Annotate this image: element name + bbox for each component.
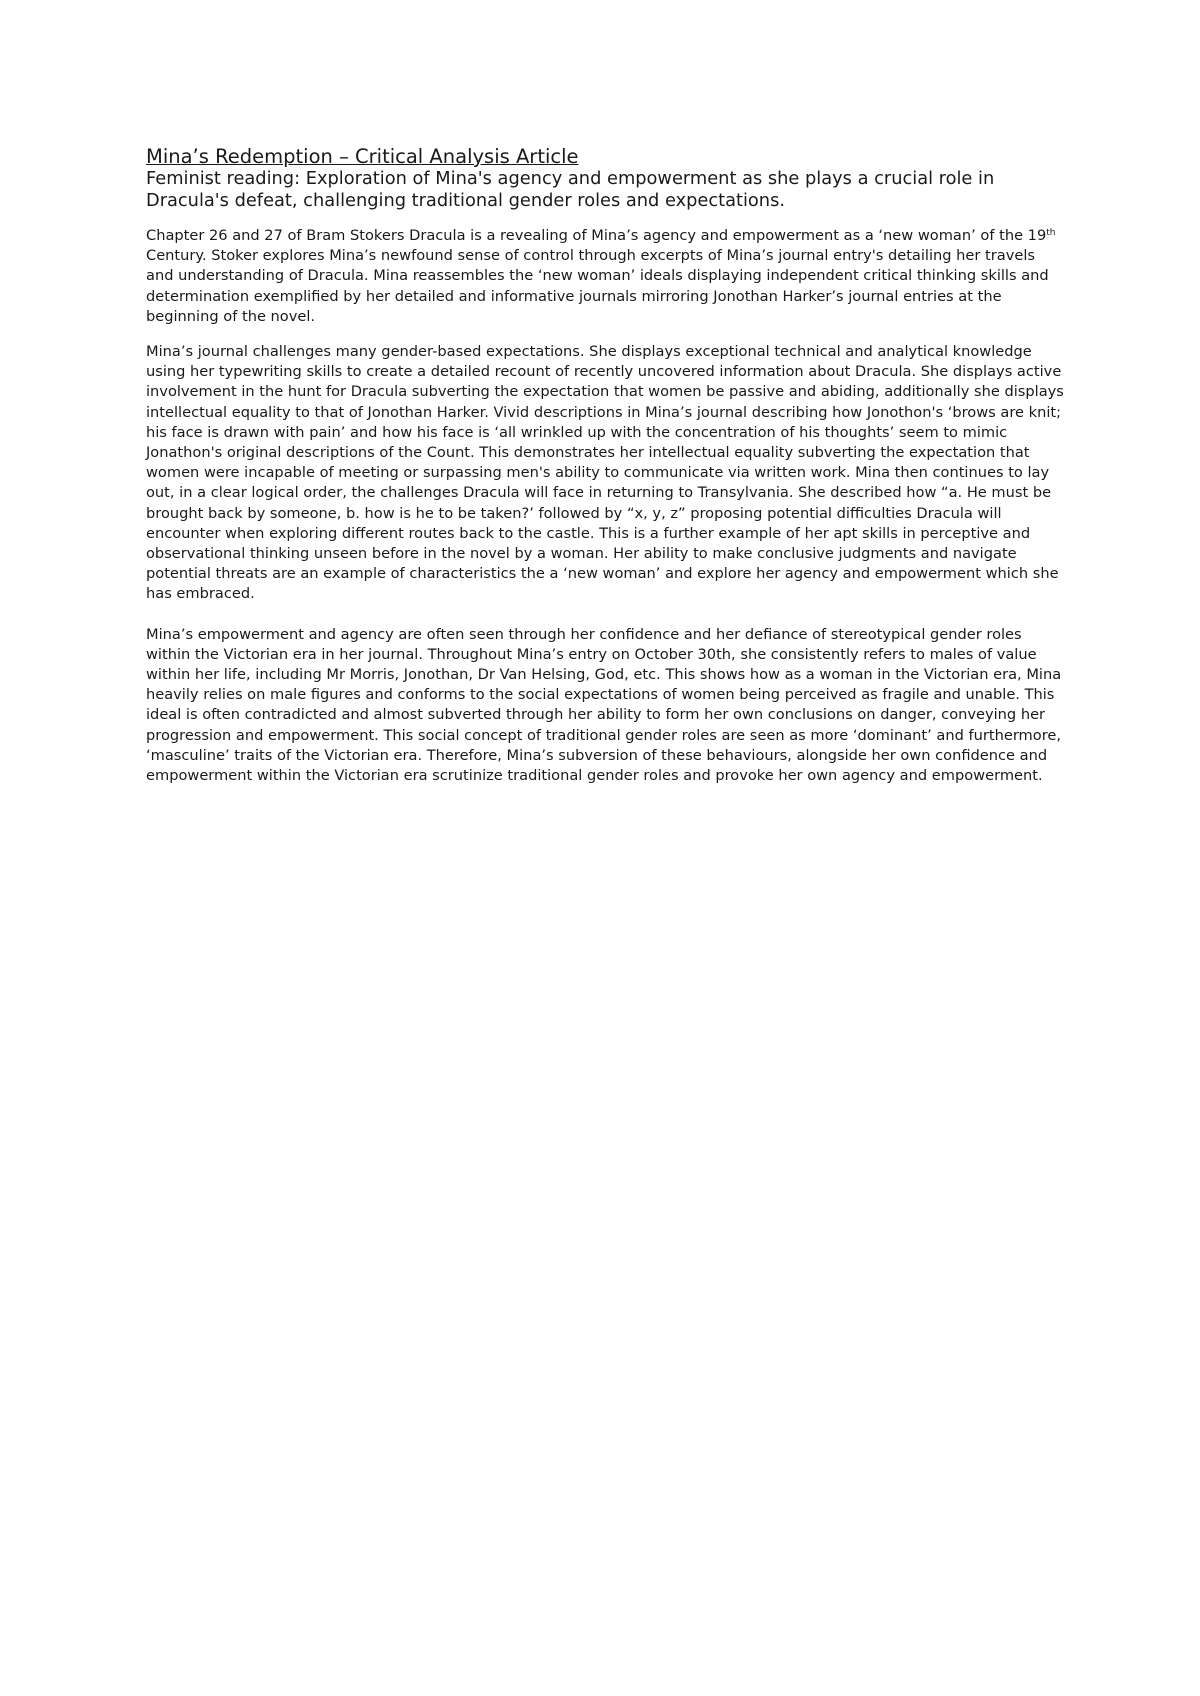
paragraph-1-text-a: Chapter 26 and 27 of Bram Stokers Dracula is a revealing of Mina’s agency and empowerment as a ‘new woman’ of the 19	[146, 227, 1047, 244]
paragraph-1-text-b: Century. Stoker explores Mina’s newfound sense of control through excerpts of Mina’s journal entry's detailing her travels and understanding of Dracula. Mina reassembles the ‘new woman’ ideals displaying independent critical thinking skills and determination exemplified by her detailed and informative journals mirroring Jonothan Harker’s journal entries at the beginning of the novel.	[146, 247, 1049, 325]
paragraph-2: Mina’s journal challenges many gender-based expectations. She displays exceptional technical and analytical knowledge using her typewriting skills to create a detailed recount of recently uncovered information about Dracula. She displays active involvement in the hunt for Dracula subverting the expectation that women be passive and abiding, additionally she displays intellectual equality to that of Jonothan Harker. Vivid descriptions in Mina’s journal describing how Jonothon's ‘brows are knit; his face is drawn with pain’ and how his face is ‘all wrinkled up with the concentration of his thoughts’ seem to mimic Jonathon's original descriptions of the Count. This demonstrates her intellectual equality subverting the expectation that women were incapable of meeting or surpassing men's ability to communicate via written work. Mina then continues to lay out, in a clear logical order, the challenges Dracula will face in returning to Transylvania. She described how “a. He must be brought back by someone, b. how is he to be taken?’ followed by “x, y, z” proposing potential difficulties Dracula will encounter when exploring different routes back to the castle. This is a further example of her apt skills in perceptive and observational thinking unseen before in the novel by a woman. Her ability to make conclusive judgments and navigate potential threats are an example of characteristics the a ‘new woman’ and explore her agency and empowerment which she has embraced.	[146, 343, 1064, 603]
document-subtitle: Feminist reading: Exploration of Mina's agency and empowerment as she plays a crucial role in Dracula's defeat, challenging traditional gender roles and expectations.	[146, 168, 995, 211]
ordinal-suffix: th	[1046, 228, 1056, 238]
paragraph-3: Mina’s empowerment and agency are often seen through her confidence and her defiance of stereotypical gender roles within the Victorian era in her journal. Throughout Mina’s entry on October 30th, she consistently refers to males of value within her life, including Mr Morris, Jonothan, Dr Van Helsing, God, etc. This shows how as a woman in the Victorian era, Mina heavily relies on male figures and conforms to the social expectations of women being perceived as fragile and unable. This ideal is often contradicted and almost subverted through her ability to form her own conclusions on danger, conveying her progression and empowerment. This social concept of traditional gender roles are seen as more ‘dominant’ and furthermore, ‘masculine’ traits of the Victorian era. Therefore, Mina’s subversion of these behaviours, alongside her own confidence and empowerment within the Victorian era scrutinize traditional gender roles and provoke her own agency and empowerment.	[146, 625, 1062, 785]
paragraph-1	[146, 226, 1066, 327]
document-title: Mina’s Redemption – Critical Analysis Article	[146, 145, 579, 168]
document-page	[146, 146, 1066, 801]
